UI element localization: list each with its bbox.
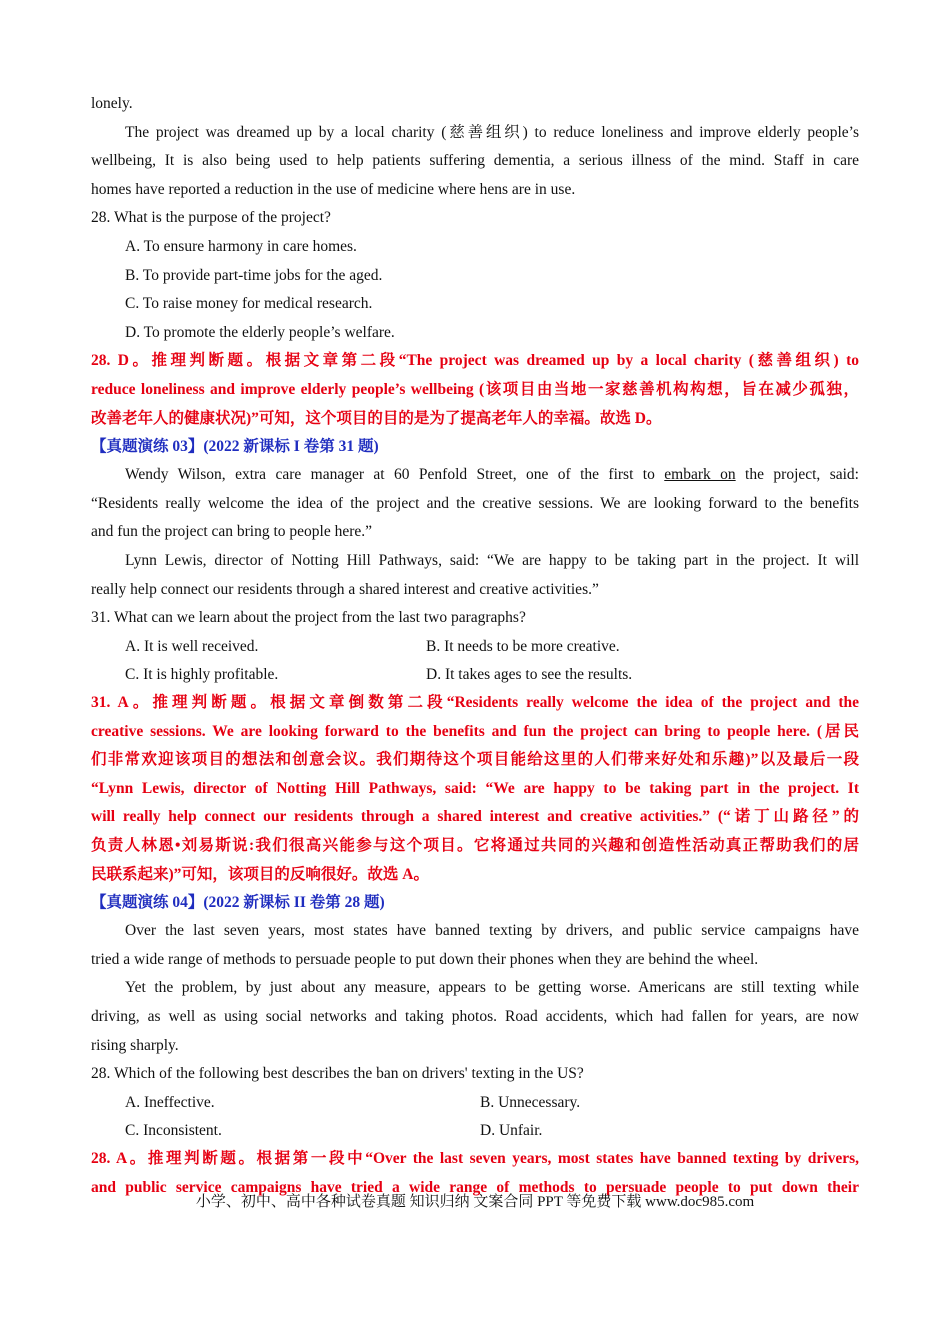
question-text: 28. Which of the following best describes the ban on drivers' texting in the US?: [91, 1065, 584, 1083]
option-b: B. To provide part-time jobs for the aged.: [125, 266, 383, 284]
passage-text: Lynn Lewis, director of Notting Hill Pathways, said: “We are happy to be taking part in the project. It will: [125, 551, 859, 569]
answer-explanation: will really help connect our residents through a shared interest and creative activities.” (“诺丁山路径”的: [91, 808, 859, 826]
option-c: C. To raise money for medical research.: [125, 295, 373, 313]
passage-text: homes have reported a reduction in the use of medicine where hens are in use.: [91, 180, 576, 198]
page-footer: 小学、初中、高中各种试卷真题 知识归纳 文案合同 PPT 等免费下载 www.doc985.com: [195, 1194, 755, 1210]
question-text: 28. What is the purpose of the project?: [91, 209, 331, 227]
option-c: C. It is highly profitable.: [125, 665, 279, 683]
option-d: D. Unfair.: [480, 1122, 543, 1140]
answer-explanation: creative sessions. We are looking forward to the benefits and fun the project can bring to people here. (居民: [91, 722, 859, 740]
section-header: 【真题演练 03】(2022 新课标 I 卷第 31 题): [91, 438, 379, 456]
answer-explanation: and public service campaigns have tried a wide range of methods to persuade people to put down their: [91, 1178, 859, 1196]
option-row: [91, 1117, 859, 1145]
option-a: A. To ensure harmony in care homes.: [125, 237, 357, 255]
question-text: 31. What can we learn about the project from the last two paragraphs?: [91, 609, 526, 627]
answer-explanation: 民联系起来)”可知，该项目的反响很好。故选 A。: [91, 865, 429, 883]
answer-explanation: 28. A。推理判断题。根据第一段中“Over the last seven years, most states have banned texting by drivers,: [91, 1150, 859, 1168]
option-d: D. It takes ages to see the results.: [426, 665, 633, 683]
option-b: B. It needs to be more creative.: [426, 637, 620, 655]
passage-text: lonely.: [91, 95, 133, 112]
passage-text: [91, 461, 859, 490]
document-page: [91, 90, 859, 1202]
option-b: B. Unnecessary.: [480, 1093, 581, 1111]
answer-explanation: 31. A。推理判断题。根据文章倒数第二段“Residents really welcome the idea of the project and the: [91, 694, 859, 712]
passage-text: Over the last seven years, most states have banned texting by drivers, and public service campaigns have: [125, 922, 859, 940]
answer-explanation: 28. D。推理判断题。根据文章第二段“The project was dreamed up by a local charity (慈善组织) to: [91, 352, 859, 370]
passage-text: Yet the problem, by just about any measure, appears to be getting worse. Americans are still texting while: [125, 979, 859, 997]
answer-explanation: reduce loneliness and improve elderly people’s wellbeing (该项目由当地一家慈善机构构想，旨在减少孤独，: [91, 380, 859, 398]
passage-text: driving, as well as using social networks and taking photos. Road accidents, which had fallen for years, are now: [91, 1008, 859, 1026]
passage-text: wellbeing, It is also being used to help patients suffering dementia, a serious illness of the mind. Staff in care: [91, 152, 859, 170]
passage-text: The project was dreamed up by a local charity (慈善组织) to reduce loneliness and improve elderly people’s: [125, 123, 859, 141]
answer-explanation: 负责人林恩•刘易斯说:我们很高兴能参与这个项目。它将通过共同的兴趣和创造性活动真正帮助我们的居: [91, 837, 859, 855]
option-c: C. Inconsistent.: [125, 1122, 222, 1140]
passage-text: and fun the project can bring to people here.”: [91, 523, 373, 541]
option-a: A. It is well received.: [125, 637, 259, 655]
passage-text-part: Wendy Wilson, extra care manager at 60 Penfold Street, one of the first to: [125, 466, 665, 484]
answer-explanation: 们非常欢迎该项目的想法和创意会议。我们期待这个项目能给这里的人们带来好处和乐趣)”以及最后一段: [91, 751, 859, 769]
answer-explanation: 改善老年人的健康状况)”可知，这个项目的目的是为了提高老年人的幸福。故选 D。: [91, 409, 662, 427]
option-row: [91, 661, 859, 689]
passage-text: “Residents really welcome the idea of the project and the creative sessions. We are looking forward to the benefits: [91, 494, 859, 512]
option-row: [91, 633, 859, 661]
passage-text: rising sharply.: [91, 1036, 179, 1054]
section-header: 【真题演练 04】(2022 新课标 II 卷第 28 题): [91, 894, 385, 912]
passage-text: tried a wide range of methods to persuade people to put down their phones when they are behind the wheel.: [91, 950, 759, 968]
passage-text-part: the project, said:: [735, 466, 859, 484]
option-a: A. Ineffective.: [125, 1093, 215, 1111]
option-row: [91, 1089, 859, 1117]
passage-text: really help connect our residents through a shared interest and creative activities.”: [91, 580, 599, 598]
option-d: D. To promote the elderly people’s welfare.: [125, 323, 395, 341]
answer-explanation: “Lynn Lewis, director of Notting Hill Pathways, said: “We are happy to be taking part in the project. It: [91, 779, 859, 797]
underlined-phrase: embark on: [664, 466, 736, 484]
